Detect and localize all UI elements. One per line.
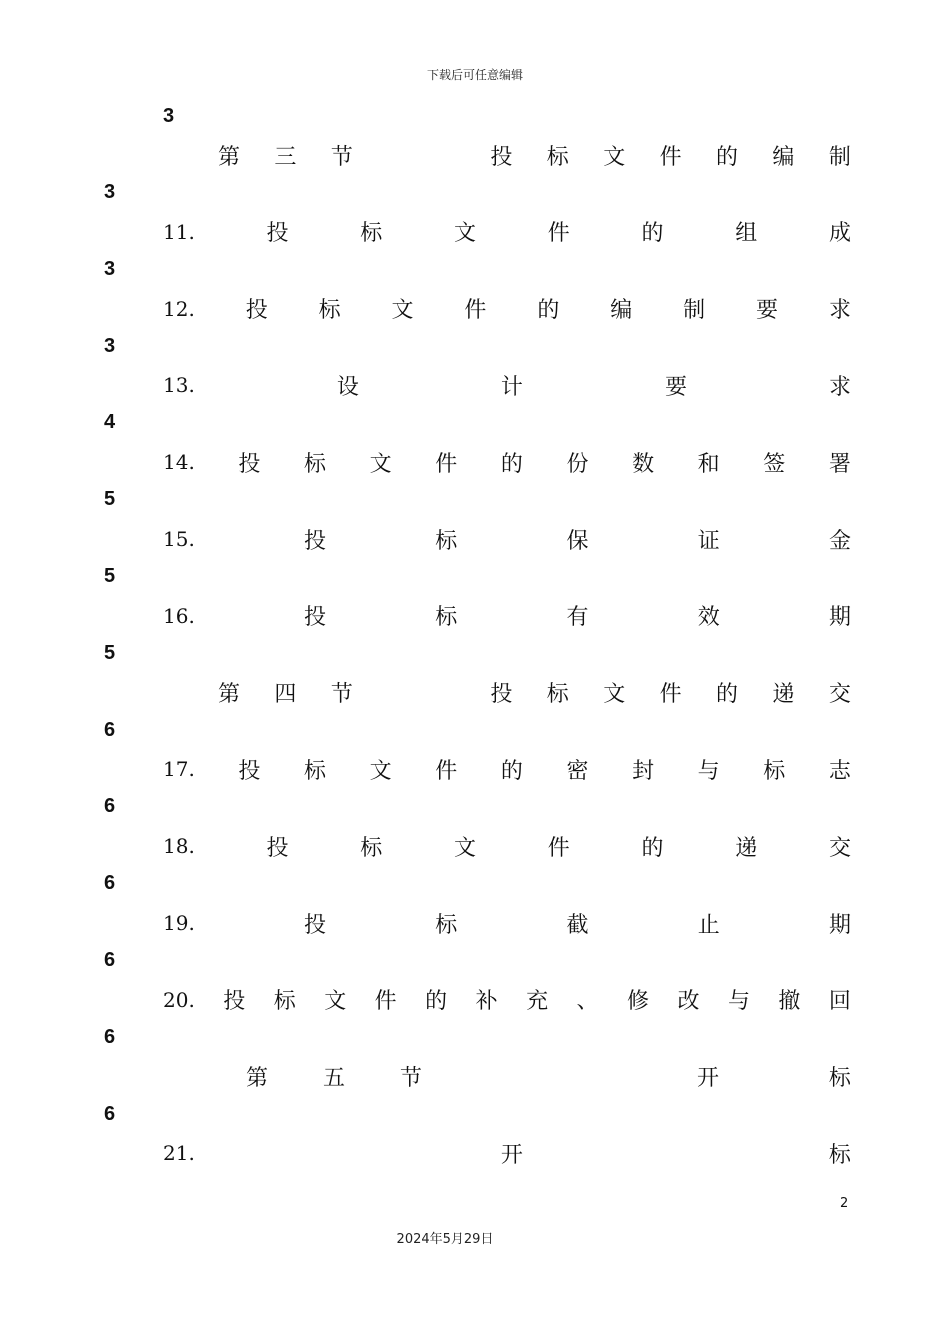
toc-entry-char: 标	[318, 298, 341, 324]
toc-entry-char: 成	[828, 221, 851, 247]
toc-entry-char: 标	[304, 451, 327, 477]
toc-entry-char: 的	[716, 682, 739, 708]
toc-entry-char: 编	[772, 144, 795, 170]
toc-entry-char: 制	[683, 298, 706, 324]
toc-entry-char: 署	[828, 451, 851, 477]
footer-date: 2024年5月29日	[396, 1232, 494, 1247]
toc-entry-char: 标	[763, 758, 786, 784]
toc-entry-char: 的	[537, 298, 560, 324]
toc-entry-char: 件	[435, 758, 458, 784]
toc-entry	[163, 601, 851, 631]
toc-entry-char: 志	[828, 758, 851, 784]
toc-section-heading	[218, 678, 851, 708]
toc-entry-char: 第	[218, 682, 241, 708]
toc-entry-char: 效	[697, 605, 720, 631]
toc-entry-char: 投	[238, 451, 261, 477]
toc-entry-char: 止	[697, 912, 720, 938]
toc-entry-char: 补	[475, 989, 498, 1015]
toc-entry-char: 撤	[778, 989, 801, 1015]
toc-entry-char: 标	[435, 528, 458, 554]
toc-entry-number: 19.	[163, 911, 195, 935]
toc-entry-char: 的	[641, 221, 664, 247]
toc-entry	[163, 908, 851, 938]
toc-page-ref: 6	[104, 1102, 116, 1125]
toc-entry-char: 投	[245, 298, 268, 324]
page-number: 2	[840, 1196, 849, 1211]
toc-entry-char: 的	[425, 989, 448, 1015]
toc-entry-char: 回	[828, 989, 851, 1015]
toc-entry-char: 制	[828, 144, 851, 170]
toc-entry-char: 四	[274, 682, 297, 708]
toc-entry	[163, 754, 851, 784]
toc-entry-char: 三	[274, 144, 297, 170]
toc-entry-char: 投	[304, 528, 327, 554]
toc-entry-char: 件	[547, 835, 570, 861]
toc-entry-char: 标	[546, 682, 569, 708]
toc-entry-char: 求	[828, 374, 851, 400]
toc-entry-char: 件	[659, 144, 682, 170]
toc-entry-char: 标	[828, 1066, 851, 1092]
toc-entry-char: 密	[566, 758, 589, 784]
toc-entry-char: 投	[490, 144, 513, 170]
toc-entry-char: 交	[828, 682, 851, 708]
toc-entry-char: 的	[641, 835, 664, 861]
toc-entry-char: 节	[400, 1066, 423, 1092]
toc-entry-char: 节	[330, 682, 353, 708]
toc-entry-char: 件	[547, 221, 570, 247]
toc-entry-number: 20.	[163, 987, 195, 1012]
toc-page-ref: 6	[104, 718, 116, 741]
toc-entry-char: 标	[360, 835, 383, 861]
toc-page-ref: 4	[104, 411, 116, 434]
toc-entry-char: 签	[763, 451, 786, 477]
toc-entry-char: 标	[828, 1142, 851, 1168]
toc-entry-char: 修	[627, 989, 650, 1015]
toc-entry-char: 递	[735, 835, 758, 861]
toc-entry-char: 件	[374, 989, 397, 1015]
toc-entry-char: 充	[526, 989, 549, 1015]
toc-entry-number: 21.	[163, 1141, 195, 1166]
toc-entry	[163, 524, 851, 554]
toc-entry-number: 13.	[163, 373, 195, 398]
toc-entry-char: 要	[756, 298, 779, 324]
toc-entry	[163, 370, 851, 400]
toc-entry-char: 组	[735, 221, 758, 247]
toc-entry-char: 的	[716, 144, 739, 170]
page-ref-first: 3	[163, 105, 175, 127]
toc-page-ref: 5	[104, 641, 116, 664]
toc-entry	[163, 294, 851, 324]
toc-entry-char: 标	[546, 144, 569, 170]
toc-entry-char: 开	[696, 1066, 719, 1092]
toc-entry-char: 份	[566, 451, 589, 477]
toc-entry-char: 、	[576, 989, 599, 1015]
toc-entry-char: 与	[697, 758, 720, 784]
toc-entry-char: 保	[566, 528, 589, 554]
toc-entry	[163, 831, 851, 861]
toc-entry-number: 12.	[163, 296, 195, 321]
toc-entry-char: 件	[659, 682, 682, 708]
toc-entry-char: 标	[273, 989, 296, 1015]
toc-entry-char: 求	[828, 298, 851, 324]
toc-entry-char: 开	[500, 1142, 523, 1168]
toc-entry-char: 投	[304, 912, 327, 938]
toc-page-ref: 6	[104, 795, 116, 818]
toc-entry-char: 件	[464, 298, 487, 324]
toc-entry-char: 标	[360, 221, 383, 247]
toc-entry-char: 设	[336, 374, 359, 400]
toc-entry-char: 件	[435, 451, 458, 477]
toc-entry-char: 文	[603, 682, 626, 708]
toc-page-ref: 5	[104, 488, 116, 511]
toc-entry-char: 期	[828, 912, 851, 938]
toc-page-ref: 3	[104, 181, 116, 203]
toc-entry-char: 要	[664, 374, 687, 400]
toc-entry-number: 18.	[163, 834, 195, 859]
toc-entry-char: 金	[828, 528, 851, 554]
toc-entry-char: 的	[500, 758, 523, 784]
toc-entry-char: 节	[330, 144, 353, 170]
toc-entry-number: 15.	[163, 527, 195, 551]
toc-entry	[163, 985, 851, 1015]
toc-entry-number: 11.	[163, 219, 195, 244]
toc-entry-char: 改	[677, 989, 700, 1015]
toc-entry-char: 有	[566, 605, 589, 631]
toc-entry-char: 投	[266, 835, 289, 861]
toc-entry-char: 期	[828, 605, 851, 631]
toc-entry-char: 投	[304, 605, 327, 631]
toc-entry-char: 标	[435, 605, 458, 631]
toc-page-ref: 6	[104, 1025, 116, 1048]
toc-entry-char: 封	[632, 758, 655, 784]
toc-entry-char: 投	[490, 682, 513, 708]
toc-entry-char: 递	[772, 682, 795, 708]
toc-entry-char: 文	[603, 144, 626, 170]
toc-entry-char: 的	[500, 451, 523, 477]
toc-entry-char: 第	[246, 1066, 269, 1092]
toc-entry-char: 和	[697, 451, 720, 477]
toc-entry	[163, 1138, 851, 1168]
toc-entry	[163, 217, 851, 247]
toc-page-ref: 3	[104, 257, 116, 280]
toc-entry-number: 16.	[163, 603, 195, 628]
toc-entry-char: 交	[828, 835, 851, 861]
toc-section-heading	[246, 1062, 851, 1092]
toc-entry-char: 文	[324, 989, 347, 1015]
toc-page-ref: 6	[104, 872, 116, 895]
toc-entry-char: 证	[697, 528, 720, 554]
toc-entry	[163, 447, 851, 477]
toc-entry-char: 第	[218, 144, 241, 170]
toc-entry-char: 投	[223, 989, 246, 1015]
toc-entry-number: 17.	[163, 757, 195, 782]
toc-entry-char: 与	[727, 989, 750, 1015]
toc-entry-char: 文	[454, 221, 477, 247]
toc-entry-char: 数	[632, 451, 655, 477]
toc-entry-char: 投	[238, 758, 261, 784]
toc-page-ref: 6	[104, 949, 116, 971]
page-header: 下载后可任意编辑	[426, 68, 523, 82]
toc-entry-char: 文	[369, 758, 392, 784]
toc-page-ref: 3	[104, 334, 116, 357]
toc-entry-char: 计	[500, 374, 523, 400]
toc-entry-number: 14.	[163, 450, 195, 475]
toc-entry-char: 标	[304, 758, 327, 784]
toc-entry-char: 文	[391, 298, 414, 324]
toc-entry-char: 截	[566, 912, 589, 938]
toc-entry-char: 五	[323, 1066, 346, 1092]
toc-entry-char: 投	[266, 221, 289, 247]
toc-page-ref: 5	[104, 565, 116, 587]
toc-entry-char: 文	[369, 451, 392, 477]
toc-section-heading	[218, 140, 851, 170]
toc-entry-char: 编	[610, 298, 633, 324]
toc-entry-char: 文	[454, 835, 477, 861]
toc-entry-char: 标	[435, 912, 458, 938]
